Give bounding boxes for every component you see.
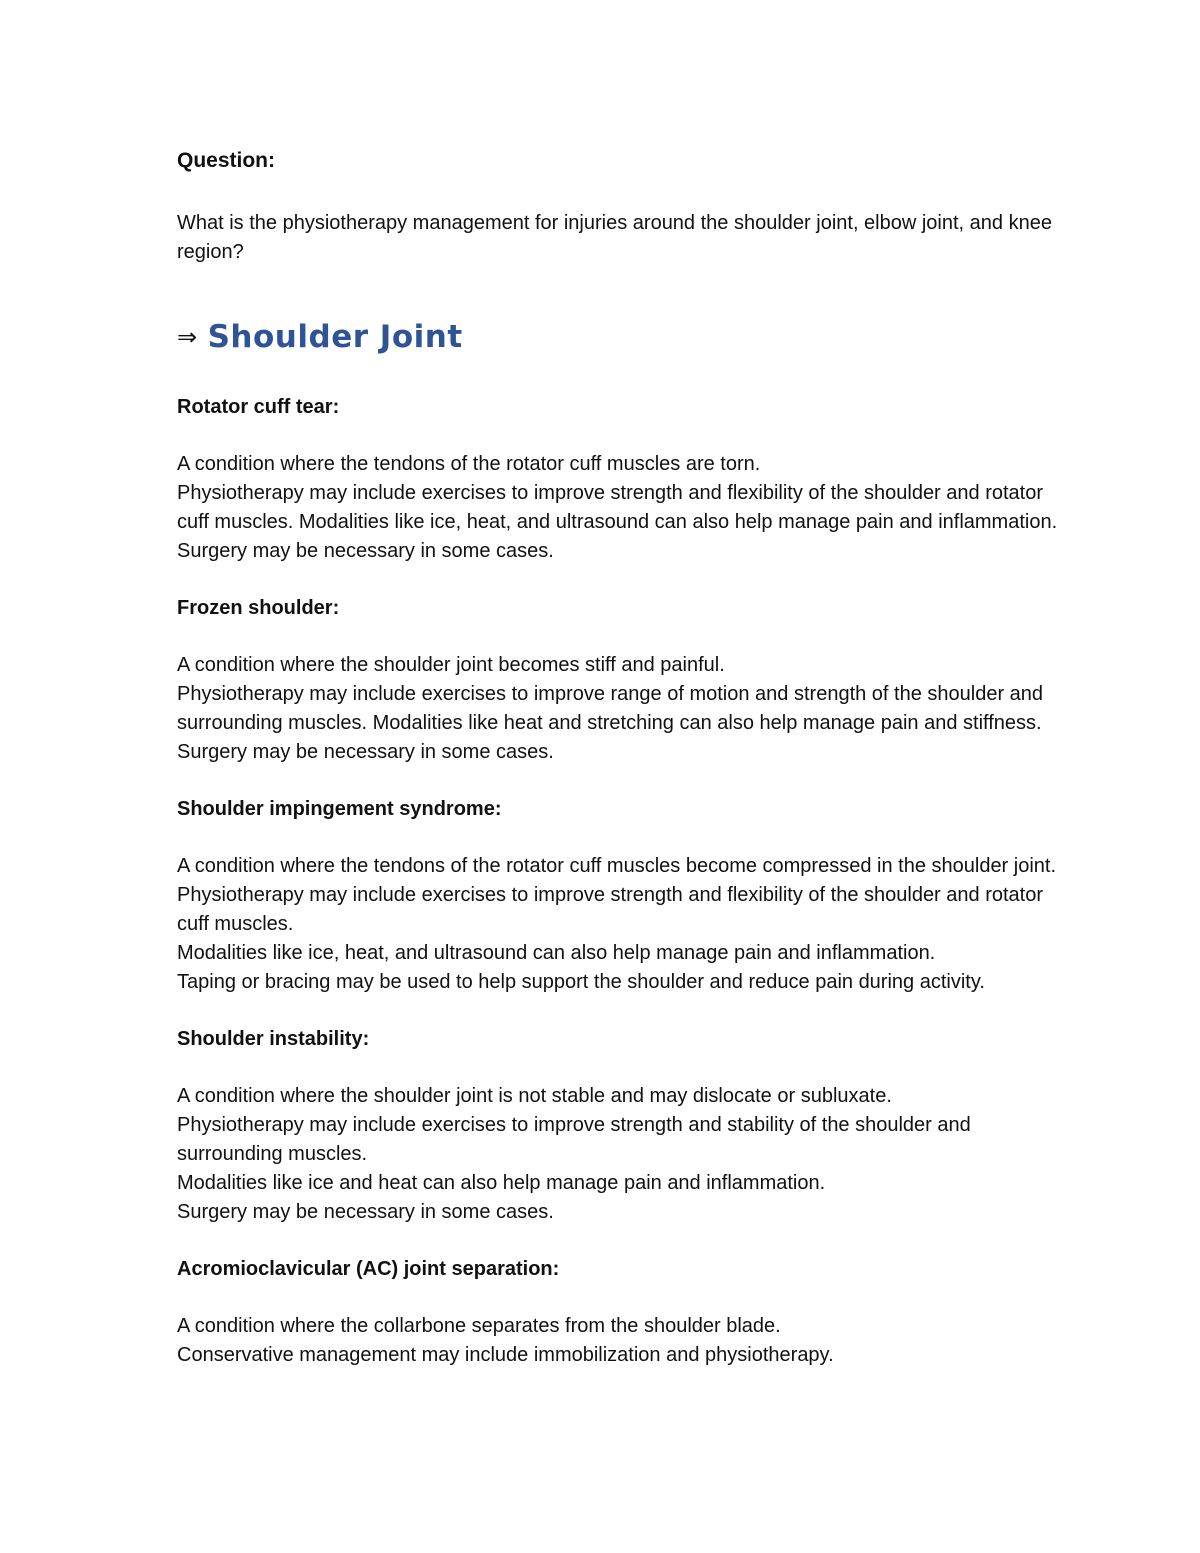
condition-heading: Rotator cuff tear:: [177, 396, 340, 418]
condition-heading: Frozen shoulder:: [177, 597, 340, 619]
condition-body: [177, 852, 1077, 997]
condition-line: A condition where the tendons of the rotator cuff muscles become compressed in the shoulder joint.: [177, 855, 1057, 877]
section-title: [177, 317, 1077, 359]
condition-line: Physiotherapy may include exercises to improve strength and stability of the shoulder and surrounding muscles.: [177, 1114, 971, 1165]
condition-heading: Acromioclavicular (AC) joint separation:: [177, 1258, 560, 1280]
condition-body: [177, 1082, 1077, 1227]
condition-body: [177, 450, 1077, 566]
condition-line: A condition where the collarbone separates from the shoulder blade.: [177, 1315, 781, 1337]
condition-line: Physiotherapy may include exercises to improve strength and flexibility of the shoulder and rotator cuff muscles. Modalities like ice, heat, and ultrasound can also help manage pain and inflammation. Surgery may be necessary in some cases.: [177, 482, 1058, 562]
condition-line: A condition where the shoulder joint is not stable and may dislocate or subluxate.: [177, 1085, 892, 1107]
condition-ac-joint-separation: [177, 1255, 1077, 1370]
condition-line: Conservative management may include immobilization and physiotherapy.: [177, 1344, 834, 1366]
condition-line: Modalities like ice and heat can also help manage pain and inflammation.: [177, 1172, 826, 1194]
condition-line: Physiotherapy may include exercises to improve strength and flexibility of the shoulder and rotator cuff muscles.: [177, 884, 1044, 935]
question-label: Question:: [177, 149, 275, 172]
condition-heading: Shoulder impingement syndrome:: [177, 798, 502, 820]
condition-shoulder-instability: [177, 1025, 1077, 1227]
condition-line: Surgery may be necessary in some cases.: [177, 1201, 554, 1223]
arrow-icon: ⇒: [177, 323, 198, 351]
condition-body: [177, 1312, 1077, 1370]
section-title-text: Shoulder Joint: [207, 319, 463, 355]
condition-line: Physiotherapy may include exercises to improve range of motion and strength of the shoulder and surrounding muscles. Modalities like heat and stretching can also help manage pain and stiffness. Surgery may be necessary in some cases.: [177, 683, 1044, 763]
document-content: [177, 146, 1077, 1370]
condition-line: Taping or bracing may be used to help support the shoulder and reduce pain during activity.: [177, 971, 985, 993]
question-text: What is the physiotherapy management for injuries around the shoulder joint, elbow joint, and knee region?: [177, 212, 1052, 263]
condition-rotator-cuff-tear: [177, 393, 1077, 566]
condition-body: [177, 651, 1077, 767]
condition-line: A condition where the tendons of the rotator cuff muscles are torn.: [177, 453, 761, 475]
condition-line: A condition where the shoulder joint becomes stiff and painful.: [177, 654, 725, 676]
condition-shoulder-impingement: [177, 795, 1077, 997]
condition-line: Modalities like ice, heat, and ultrasound can also help manage pain and inflammation.: [177, 942, 936, 964]
condition-frozen-shoulder: [177, 594, 1077, 767]
condition-heading: Shoulder instability:: [177, 1028, 370, 1050]
